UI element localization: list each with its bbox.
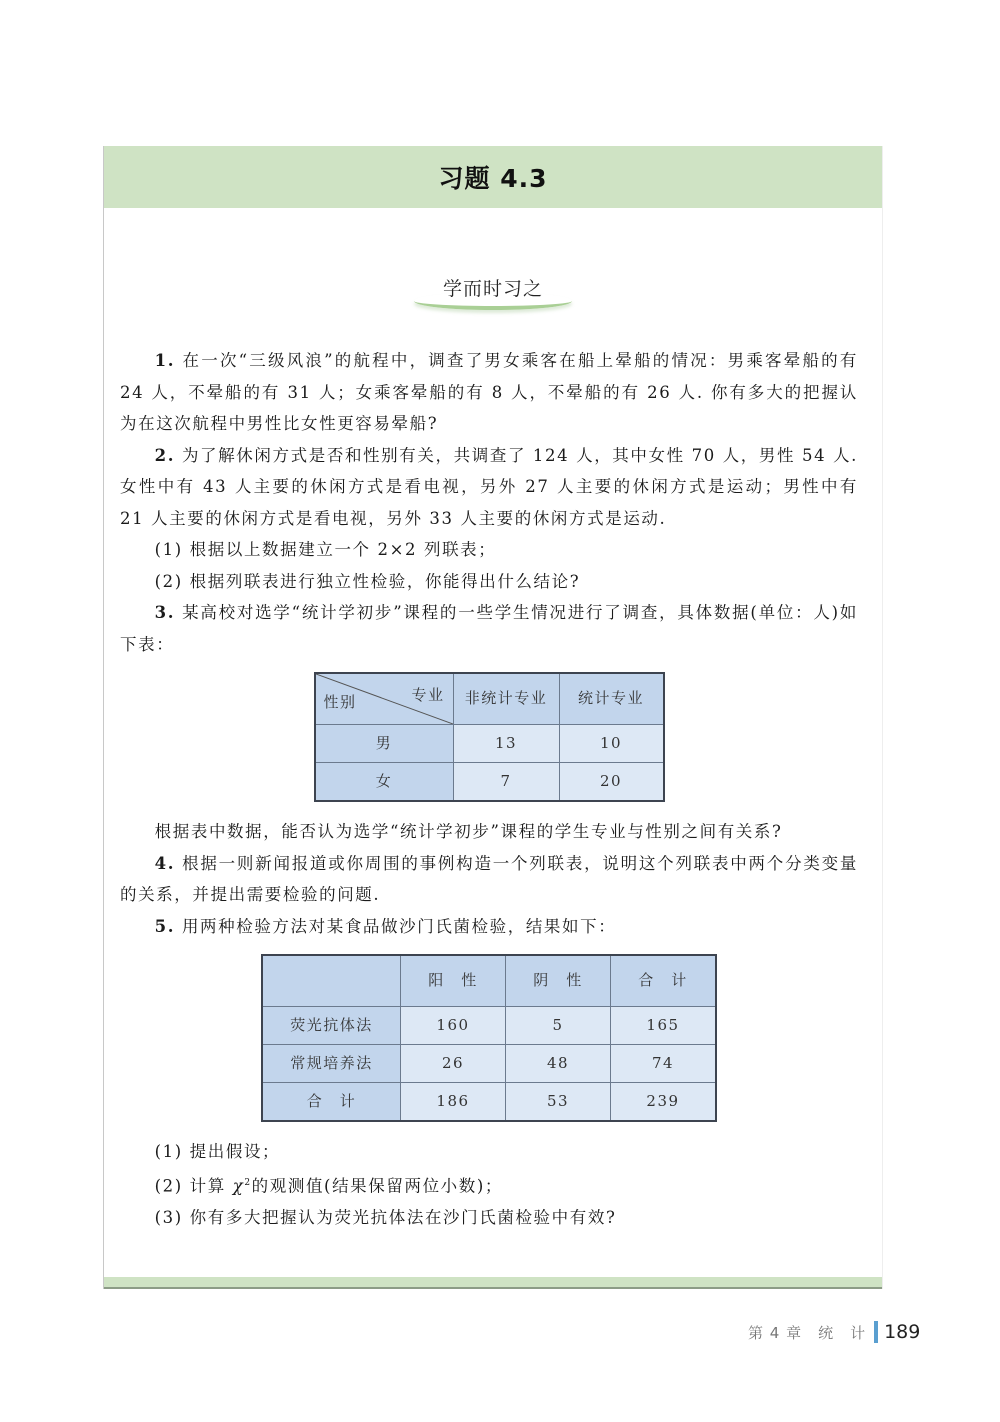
section-label: 学而时习之 [442,278,543,300]
footer-divider-bar [874,1321,878,1343]
table-cell: 10 [559,725,664,763]
table-cell: 160 [401,1007,506,1045]
subquestion: (1) 提出假设； [154,1142,281,1161]
footer-band [104,1277,882,1289]
table-cell: 26 [401,1045,506,1083]
problem-5 [120,911,858,943]
corner-cell [262,955,401,1007]
table-cell: 165 [611,1007,717,1045]
major-gender-table [314,672,665,802]
problem-4 [120,848,858,911]
subquestion [120,1168,858,1202]
problem-text: 为了解休闲方式是否和性别有关，共调查了 124 人，其中女性 70 人，男性 54 人. 女性中有 43 人主要的休闲方式是看电视，另外 27 人主要的休闲方式是运动；男性中有 21 人主要的休闲方式是看电视，另外 33 人主要的休闲方式是运动. [120,445,858,528]
page-number: 189 [884,1321,921,1343]
column-header: 阴 性 [506,955,611,1007]
row-header: 女 [315,763,454,802]
table-row [315,725,664,763]
column-header: 阳 性 [401,955,506,1007]
problem-text: 某高校对选学“统计学初步”课程的一些学生情况进行了调查，具体数据(单位：人)如下表： [120,603,858,654]
table-row [262,1083,716,1122]
column-header: 非统计专业 [453,673,559,725]
row-header: 常规培养法 [262,1045,401,1083]
problem-number: 2. [154,445,176,465]
table-cell: 239 [611,1083,717,1122]
table-cell: 20 [559,763,664,802]
subquestion-suffix: 的观测值(结果保留两位小数)； [251,1176,504,1195]
header-band [104,146,882,208]
chi-symbol: χ [232,1176,245,1195]
exercise-title: 习题 4.3 [438,164,548,193]
corner-cell [315,673,454,725]
problem-text: 用两种检验方法对某食品做沙门氏菌检验，结果如下： [181,916,617,936]
chapter-label: 第 4 章 统 计 [748,1323,867,1342]
problem-text: 在一次“三级风浪”的航程中，调查了男女乘客在船上晕船的情况：男乘客晕船的有 24 人，不晕船的有 31 人；女乘客晕船的有 8 人，不晕船的有 26 人. 你有多大的把握认为在这次航程中男性比女性更容易晕船? [120,351,858,433]
problem-number: 4. [154,853,176,873]
table-cell: 74 [611,1045,717,1083]
table-row [262,1045,716,1083]
table-cell: 13 [453,725,559,763]
problem-text: 根据一则新闻报道或你周围的事例构造一个列联表，说明这个列联表中两个分类变量的关系，并提出需要检验的问题. [120,853,858,904]
subquestion: (2) 根据列联表进行独立性检验，你能得出什么结论? [154,571,581,591]
problem-number: 1. [154,351,176,370]
table-cell: 5 [506,1007,611,1045]
table-cell: 53 [506,1083,611,1122]
corner-row-label: 性别 [323,692,357,711]
corner-column-label: 专业 [411,686,445,704]
subquestion-prefix: (2) 计算 [154,1176,233,1195]
table-cell: 7 [453,763,559,802]
salmonella-test-table [261,954,717,1122]
table-cell: 186 [401,1083,506,1122]
column-header: 合 计 [611,955,717,1007]
problem-list [120,345,858,1233]
problem-number: 5. [154,916,176,936]
column-header: 统计专业 [559,673,664,725]
page-footer [748,1320,920,1344]
row-header: 男 [315,725,454,763]
problem-3 [120,597,858,660]
subquestion: (3) 你有多大把握认为荧光抗体法在沙门氏菌检验中有效? [154,1207,617,1227]
problem-2 [120,440,858,535]
table-row [315,763,664,802]
problem-1 [120,345,858,440]
problem-number: 3. [154,603,176,622]
section-badge [414,268,572,310]
row-header: 荧光抗体法 [262,1007,401,1045]
chi-exponent: 2 [244,1177,252,1188]
subquestion: (1) 根据以上数据建立一个 2×2 列联表； [154,540,497,559]
table-header-row [262,955,716,1007]
swoosh-decoration [414,292,572,310]
row-header: 合 计 [262,1083,401,1122]
table-cell: 48 [506,1045,611,1083]
table-row [262,1007,716,1045]
table-header-row [315,673,664,725]
problem-3-question: 根据表中数据，能否认为选学“统计学初步”课程的学生专业与性别之间有关系? [154,822,783,841]
